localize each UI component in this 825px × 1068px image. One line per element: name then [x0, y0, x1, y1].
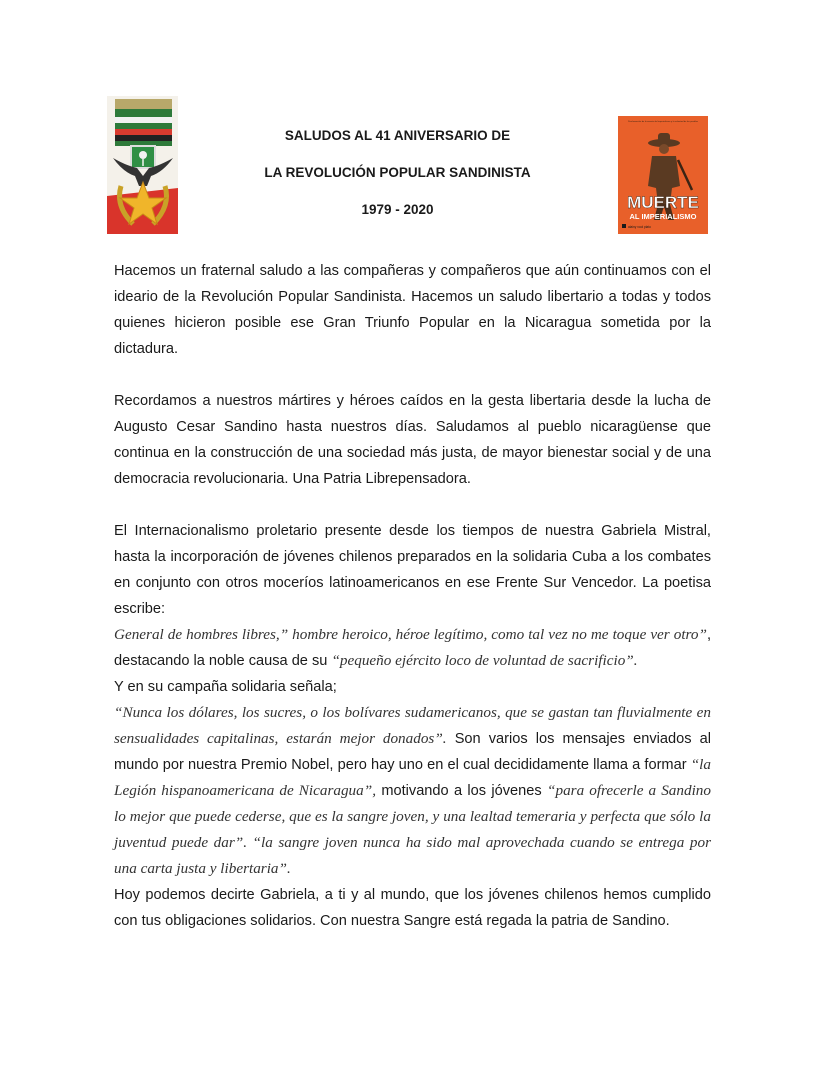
sandinista-medal-icon — [107, 96, 178, 234]
poster-top-text: Proclamación de la muerte del imperialismo y la voluntad de los pueblos — [627, 121, 699, 123]
title-years: 1979 - 2020 — [361, 202, 434, 217]
poster-headline-1: MUERTE — [627, 193, 699, 212]
quote-legion: “la Legión hispanoamericana de Nicaragua”, — [114, 756, 711, 799]
quote-2-text-2: motivando a los jóvenes — [376, 783, 548, 799]
document-title — [180, 124, 615, 235]
paragraph-campaign: Y en su campaña solidaria señala; — [114, 679, 337, 695]
poster-footer: alainy vool plato — [628, 225, 651, 229]
paragraph-quote-1 — [114, 622, 711, 674]
paragraph-remembrance: Recordamos a nuestros mártires y héroes caídos en la gesta libertaria desde la lucha de Augusto Cesar Sandino hasta nuestros días. Saludamos al pueblo nicaragüense que continua en la construcción de una sociedad más justa, de mayor bienestar social y de una democracia revolucionaria. Una Patria Librepensadora. — [114, 393, 711, 487]
quote-ejercito: “pequeño ejército loco de voluntad de sacrificio”. — [331, 652, 638, 669]
muerte-al-imperialismo-poster — [618, 116, 708, 234]
title-line-2: LA REVOLUCIÓN POPULAR SANDINISTA — [264, 165, 531, 180]
quote-1-text: , destacando la noble causa de su — [114, 627, 711, 669]
quote-dolares: “Nunca los dólares, los sucres, o los bolívares sudamericanos, que se gastan tan fluvialmente en sensualidades capitalinas, estarán mejor donados”. — [114, 704, 711, 747]
poster-headline-2: AL IMPERIALISMO — [629, 212, 697, 221]
paragraph-greeting: Hacemos un fraternal saludo a las compañeras y compañeros que aún continuamos con el ideario de la Revolución Popular Sandinista. Hacemos un saludo libertario a todas y todos quienes hicieron posible ese Gran Triunfo Popular en la Nicaragua sometida por la dictadura. — [114, 263, 711, 357]
quote-sangre-joven: “para ofrecerle a Sandino lo mejor que puede cederse, que es la sangre joven, y una lealtad temeraria y perfecta que sólo la juventud puede dar”. “la sangre joven nunca ha sido mal aprovechada cuando se entrega por una carta justa y libertaria”. — [114, 782, 711, 877]
quote-general: General de hombres libres,” hombre heroico, héroe legítimo, como tal vez no me toque ver otro” — [114, 626, 707, 643]
quote-2-text: Son varios los mensajes enviados al mundo por nuestra Premio Nobel, pero hay uno en el cual decididamente llama a formar — [114, 731, 711, 773]
title-line-1: SALUDOS AL 41 ANIVERSARIO DE — [284, 128, 511, 143]
paragraph-internationalism: El Internacionalismo proletario presente desde los tiempos de nuestra Gabriela Mistral, hasta la incorporación de jóvenes chilenos preparados en la solidaria Cuba a los combates en conjunto con otros moceríos latinoamericanos en ese Frente Sur Vencedor. La poetisa escribe: — [114, 523, 711, 617]
paragraph-quote-2 — [114, 700, 711, 882]
letter-body — [114, 258, 711, 934]
paragraph-closing: Hoy podemos decirte Gabriela, a ti y al mundo, que los jóvenes chilenos hemos cumplido con tus obligaciones solidarios. Con nuestra Sangre está regada la patria de Sandino. — [114, 887, 711, 929]
